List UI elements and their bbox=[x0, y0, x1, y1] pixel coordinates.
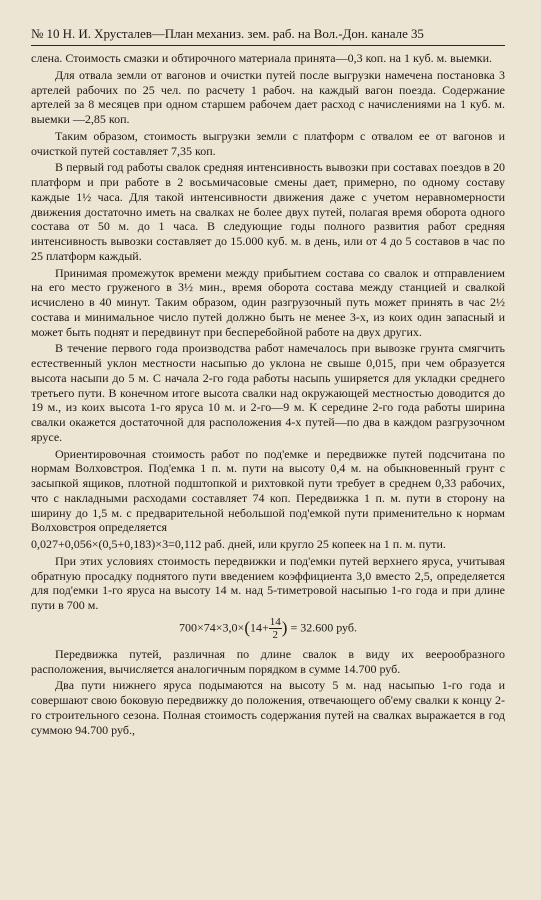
paragraph: Ориентировочная стоимость работ по под'емке и передвижке путей подсчитана по нормам Волховстроя. Под'емка 1 п. м. пути на высоту 0,4 м. на обыкновенный грунт с засыпкой ящиков, плотной подштопкой и рихтовкой пути требует в среднем 0,33 рабочих, что с накладными расходами составляет 74 коп. Передвижка 1 п. м. пути в сторону на ширину до 1,5 м. с предварительной небольшой под'емкой пути применительно к нормам Волховстроя определяется bbox=[31, 446, 505, 535]
body-text bbox=[31, 51, 505, 737]
formula-paren-open: ( bbox=[244, 617, 250, 637]
formula bbox=[31, 616, 505, 641]
paragraph: В течение первого года производства работ намечалось при вывозке грунта смягчить естественный уклон местности насыпью до уклона не свыше 0,015, при чем образуется высота насыпи до 5 м. С начала 2-го года работы насыпь уширяется для укладки среднего третьего пути. В конечном итоге высота свалки над окружающей местностью доводится до 19 м., из коих высота 1-го яруса 10 м. и 2-го—9 м. К середине 2-го года работы ширина свалки окажется достаточной для расположения 4-х путей—по два в каждом разгрузочном ярусе. bbox=[31, 341, 505, 444]
paragraph-equation-line: 0,027+0,056×(0,5+0,183)×3=0,112 раб. дней, или кругло 25 копеек на 1 п. м. пути. bbox=[31, 537, 446, 551]
running-header: № 10 Н. И. Хрусталев—План механиз. зем. раб. на Вол.-Дон. канале 35 bbox=[31, 26, 505, 46]
paragraph: Передвижка путей, различная по длине свалок в виду их веерообразного расположения, вычисляется аналогичным порядком в сумме 14.700 руб. bbox=[31, 646, 505, 676]
formula-right: = 32.600 руб. bbox=[290, 620, 357, 634]
fraction-denominator: 2 bbox=[272, 628, 279, 641]
formula-paren-close: ) bbox=[281, 617, 288, 637]
paragraph: В первый год работы свалок средняя интенсивность вывозки при составах поездов в 20 платформ и при работе в 2 восьмичасовые смены дает, примерно, по одному составу каждые 1½ часа. Для такой интенсивности движения даже с учетом неравномерности движения достаточно иметь на свалках не более двух путей, полагая время оборота одного состава от 50 м. до 1 часа. В следующие годы полного развития работ средняя интенсивность вывозки составляет до 15.000 куб. м. в день, или от 4 до 5 составов в час по 25 платформ каждый. bbox=[31, 160, 505, 263]
paragraph: слена. Стоимость смазки и обтирочного материала принята—0,3 коп. на 1 куб. м. выемки. bbox=[31, 51, 493, 65]
formula-left: 700×74×3,0× bbox=[179, 620, 245, 634]
paragraph: Два пути нижнего яруса подымаются на высоту 5 м. над насыпью 1-го года и совершают свою боковую передвижку до положения, отвечающего об'ему свалки к концу 2-го строительного сезона. Полная стоимость содержания путей на свалках выражается в год суммою 94.700 руб., bbox=[31, 678, 505, 737]
paragraph: Таким образом, стоимость выгрузки земли с платформ с отвалом ее от вагонов и очисткой путей составляет 7,35 коп. bbox=[31, 128, 505, 158]
paragraph: Принимая промежуток времени между прибытием состава со свалок и отправлением на его место груженого в 3½ мин., время оборота состава между станцией и свалкой исчислено в 40 минут. Таким образом, один разгрузочный путь может принять в час 2½ состава и минимальное число путей должно быть не менее 3-х, из коих один запасный и может быть поднят и передвинут при бесперебойной работе на двух других. bbox=[31, 265, 505, 339]
fraction-numerator: 14 bbox=[269, 615, 281, 628]
formula-fraction bbox=[269, 616, 282, 641]
paragraph: При этих условиях стоимость передвижки и под'емки путей верхнего яруса, учитывая обратную просадку поднятого пути введением коэффициента 3,0 вместо 2,5, определяется для под'емки 1-го яруса на высоту 14 м. над 5-тиметровой насыпью 1-го года и при длине пути в 700 м. bbox=[31, 553, 505, 612]
paragraph: Для отвала земли от вагонов и очистки путей после выгрузки намечена постановка 3 артелей рабочих по 25 чел. по расчету 1 рабоч. на каждый вагон поезда. Содержание артелей за 8 месяцев при одном старшем рабочем дает расход с начислениями на 1 куб. м. выемки —2,85 коп. bbox=[31, 67, 505, 126]
formula-inner: 14+ bbox=[249, 620, 269, 634]
